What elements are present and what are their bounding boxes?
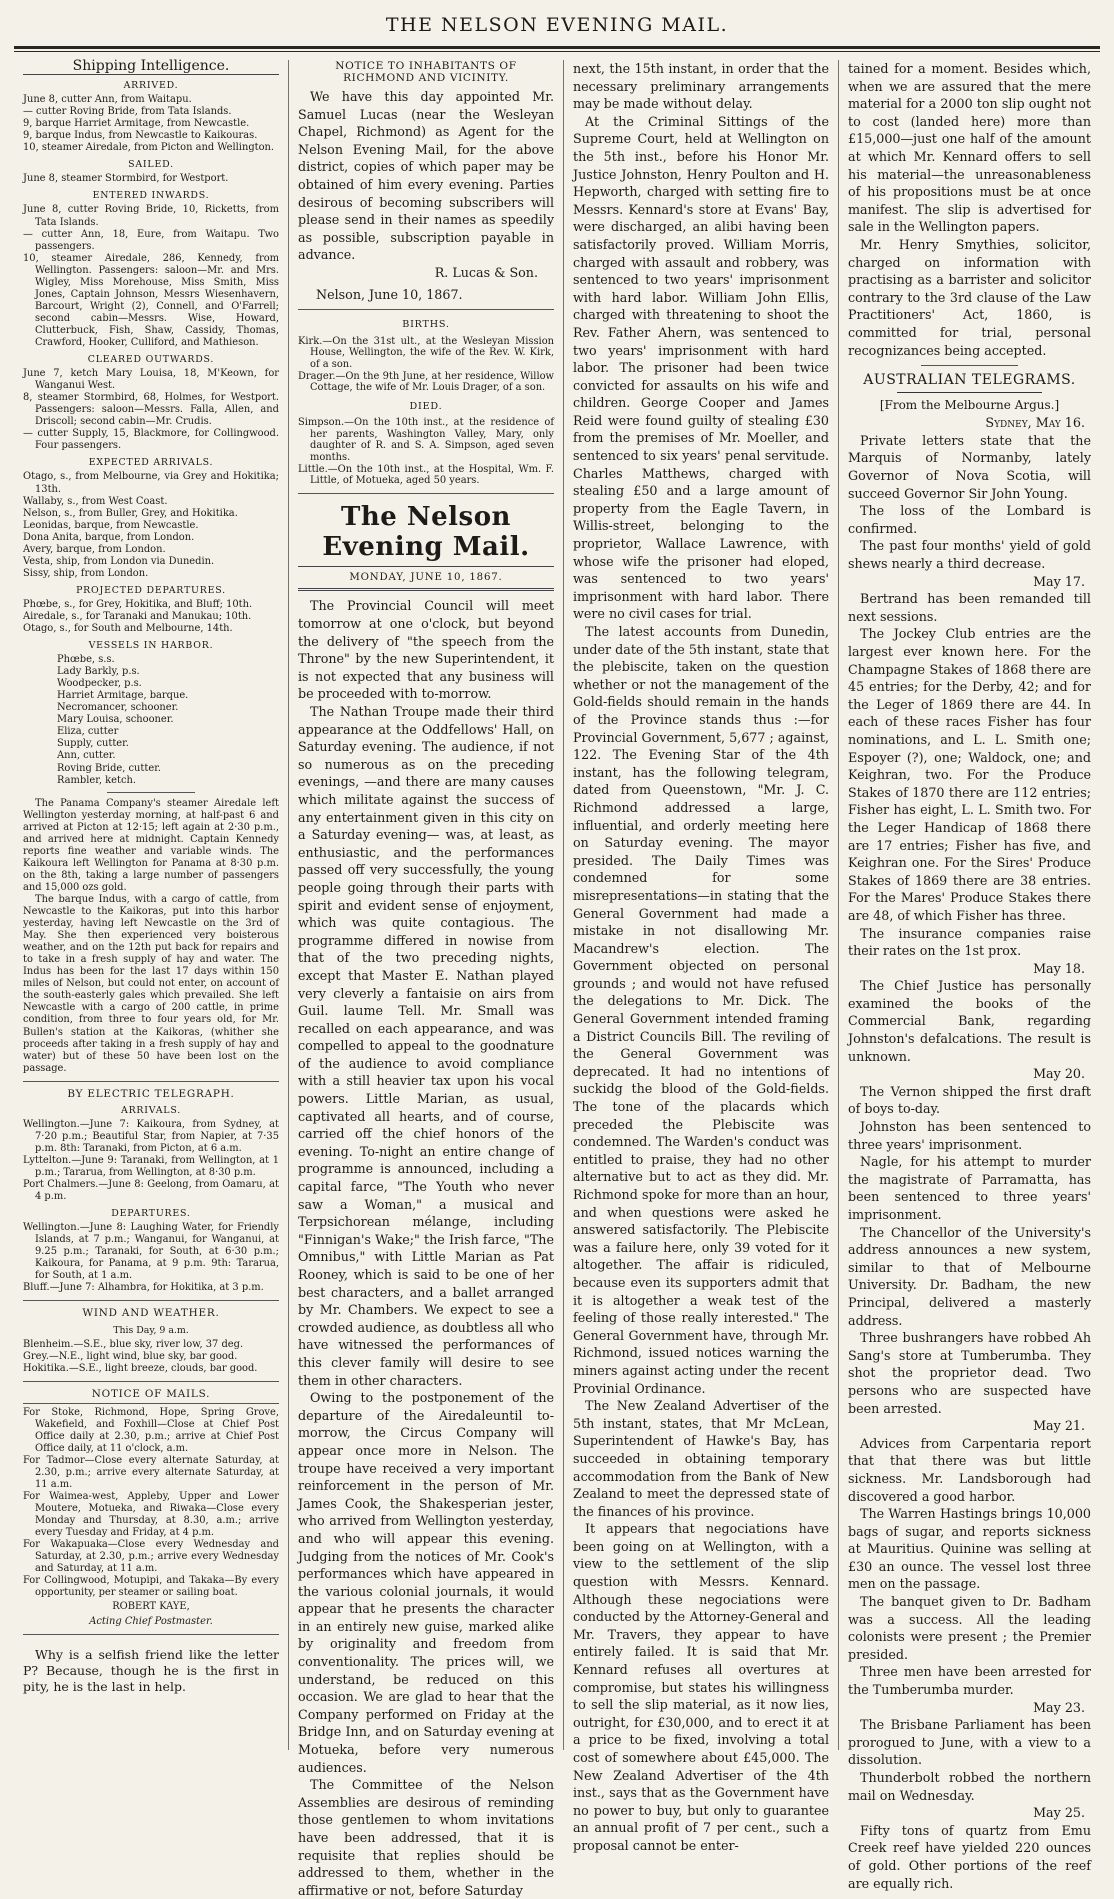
sailed-entry: June 8, steamer Stormbird, for Westport. (23, 173, 229, 185)
vessel-entry: Roving Bride, cutter. (57, 762, 161, 774)
divider (298, 493, 554, 494)
telegraph-arrival: Port Chalmers.—June 8: Geelong, from Oamaru, at 4 p.m. (23, 1179, 279, 1203)
article-paragraph: next, the 15th instant, in order that the necessary preliminary arrangements may be made without delay. (573, 61, 829, 112)
weather-entry: Blenheim.—S.E., blue sky, river low, 37 deg. (23, 1338, 244, 1350)
arrived-heading: ARRIVED. (123, 80, 179, 92)
expected-entry: Vesta, ship, from London via Dunedin. (23, 555, 215, 567)
arrival-entry: — cutter Roving Bride, from Tata Islands. (23, 106, 232, 118)
vessel-entry: Woodpecker, p.s. (57, 678, 142, 690)
article-paragraph: Owing to the postponement of the departure of the Airedaleuntil to-morrow, the Circus Company will appear once more in Nelson. The troupe have received a very important reinforcement in the person of Mr. James Cook, the Shakesperian jester, who arrived from Wellington yesterday, and who will appear this evening. Judging from the notices of Mr. Cook's performances which have appeared in the various colonial journals, it would appear that he presents the character in an entirely new guise, marked alike by originality and freedom from conventionality. The prices will, we understand, be reduced on this occasion. We are glad to hear that the Company performed on Friday at the Bridge Inn, and on Saturday evening at Motueka, before very numerous audiences. (298, 1390, 554, 1775)
arrival-entry: 9, barque Indus, from Newcastle to Kaikouras. (23, 130, 258, 142)
tel-arrivals-list (23, 1119, 279, 1203)
mail-entry: For Stoke, Richmond, Hope, Spring Grove, Wakefield, and Foxhill—Close at Chief Post Office daily at 2.30, p.m.; arrive at Chief Post Office daily, at 11 o'clock, a.m. (23, 1406, 279, 1454)
tel-arrivals-heading: ARRIVALS. (121, 1104, 181, 1116)
arrival-entry: 10, steamer Airedale, from Picton and Wellington. (23, 142, 275, 154)
telegram-item: Bertrand has been remanded till next sessions. (848, 591, 1091, 624)
telegraph-heading: BY ELECTRIC TELEGRAPH. (67, 1087, 235, 1100)
weather-entry: Grey.—N.E., light wind, blue sky, bar good. (23, 1350, 238, 1362)
telegram-dateline: Sydney, May 16. (985, 415, 1085, 431)
column-news (564, 60, 839, 1853)
entered-heading: ENTERED INWARDS. (92, 190, 210, 202)
column-notices-editorial (289, 60, 564, 1898)
birth-notice: Kirk.—On the 31st ult., at the Wesleyan Mission House, Wellington, the wife of the Rev. W. Kirk, of a son. (298, 335, 554, 370)
projected-entry: Airedale, s., for Taranaki and Manukau; 10th. (23, 610, 252, 622)
telegraph-arrival: Lyttelton.—June 9: Taranaki, from Wellington, at 1 p.m.; Tararua, from Wellington, at 8·30 p.m. (23, 1154, 279, 1178)
vessels-heading: VESSELS IN HARBOR. (88, 640, 214, 652)
article-paragraph: It appears that negociations have been going on at Wellington, with a view to the settlement of the slip question with Messrs. Kennard. Although these negociations were conducted by the Attorney-General and Mr. Travers, they appear to have entirely failed. It is said that Mr. Kennard refuses all overtures at compromise, but states his willingness to sell the slip material, as it now lies, outright, for £30,000, and to erect it at a price to be fixed, involving a total cost of somewhere about £45,000. The New Zealand Advertiser of the 4th inst., says that as the Government have no power to buy, but only to guarantee an annual profit of 7 per cent., such a proposal cannot be enter- (573, 1521, 829, 1853)
telegram-item: The Chief Justice has personally examined the books of the Commercial Bank, regarding Johnston's defalcations. The result is unknown. (848, 978, 1091, 1064)
columns (14, 58, 1100, 1898)
postmaster-name: ROBERT KAYE, (112, 1601, 190, 1613)
vessel-entry: Phœbe, s.s. (57, 654, 115, 666)
died-list (298, 417, 554, 487)
arrived-list (23, 94, 279, 154)
tel-departures-list (23, 1222, 279, 1294)
article-paragraph: The Nathan Troupe made their third appearance at the Oddfellows' Hall, on Saturday evening. The audience, if not so numerous as on the preceding evenings, —and there are many causes which militate against the success of any entertainment given in this city on a Saturday evening— was, at least, as enthusiastic, and the performances passed off very successfully, the young people going through their parts with spirit and evident sense of enjoyment, which was quite contagious. The programme differed in nowise from that of the two preceding nights, except that Master E. Nathan played very cleverly a fantaisie on airs from Guil. laume Tell. Mr. Small was recalled on each appearance, and was compelled to appeal to the goodnature of the audience to avoid compliance with a still heavier tax upon his vocal powers. Little Marian, as usual, captivated all hearts, and of course, carried off the chief honors of the evening. To-night an entire change of programme is announced, including a capital farce, "The Youth who never saw a Woman," a musical and Terpsichorean mélange, including "Finnigan's Wake;" the Irish farce, "The Omnibus," with Little Marian as Pat Rooney, which is said to be one of her best characters, and a ballet arranged by Mr. Chambers. We expect to see a crowded audience, as doubtless all who have witnessed the performances of this clever family will desire to see them in other characters. (298, 704, 554, 1388)
news-paragraphs (573, 60, 829, 1855)
mail-entry: For Collingwood, Motupipi, and Takaka—By every opportunity, per steamer or sailing boat. (23, 1575, 279, 1599)
news-paragraphs (848, 60, 1091, 359)
telegram-item: The Vernon shipped the first draft of boys to-day. (848, 1083, 1091, 1117)
divider (921, 365, 1018, 366)
divider (23, 1634, 279, 1635)
death-notice: Little.—On the 10th inst., at the Hospital, Wm. F. Little, of Motueka, aged 50 years. (298, 463, 554, 487)
telegram-date: May 23. (1033, 1699, 1085, 1715)
article-paragraph: tained for a moment. Besides which, when we are assured that the mere material for a 2000 ton slip ought not to cost (landed here) more than £15,000—just one half of the amount at which Mr. Kennard offers to sell his material—the unreasonableness of his propositions must be at once manifest. The slip is advertised for sale in the Wellington papers. (848, 61, 1091, 235)
vessel-entry: Ann, cutter. (57, 750, 116, 762)
birth-notice: Drager.—On the 9th June, at her residence, Willow Cottage, the wife of Mr. Louis Drager, of a son. (298, 370, 554, 394)
editorial-paragraphs (298, 597, 554, 1899)
telegram-items (848, 432, 1091, 1892)
mail-entry: For Wakapuaka—Close every Wednesday and Saturday, at 2.30, p.m.; arrive every Wednesday and Saturday, at 11 a.m. (23, 1539, 279, 1575)
divider (23, 1381, 279, 1382)
telegram-item: The Brisbane Parliament has been prorogued to June, with a view to a dissolution. (848, 1717, 1091, 1768)
telegram-date: May 20. (1033, 1066, 1085, 1082)
telegram-date: May 18. (1033, 960, 1085, 976)
telegram-date: May 21. (1033, 1418, 1085, 1434)
divider (23, 1403, 279, 1404)
expected-heading: EXPECTED ARRIVALS. (88, 457, 214, 469)
arrival-entry: June 8, cutter Ann, from Waitapu. (23, 94, 192, 106)
nameplate: The Nelson Evening Mail. (322, 501, 530, 562)
telegram-item: The Chancellor of the University's address announces a new system, similar to that of Melbourne University. Dr. Badham, the new Principal, delivered a masterly address. (848, 1224, 1091, 1328)
death-notice: Simpson.—On the 10th inst., at the residence of her parents, Washington Valley, Mary, only daughter of R. and S. A. Simpson, aged seven months. (298, 417, 554, 464)
weather-time: This Day, 9 a.m. (113, 1324, 189, 1336)
entered-entry: 10, steamer Airedale, 286, Kennedy, from Wellington. Passengers: saloon—Mr. and Mrs. Wigley, Miss Morehouse, Miss Smith, Miss Jones, Captain Johnson, Messrs Wiesenhavern, Barcourt, Wright (2), Connell, and O'Farrell; second cabin—Messrs. Wise, Howard, Clutterbuck, Fish, Shaw, Cassidy, Thomas, Crawford, Hooker, Culliford, and Mathieson. (23, 252, 279, 348)
expected-entry: Dona Anita, barque, from London. (23, 531, 195, 543)
mails-list (23, 1407, 279, 1600)
vessel-entry: Necromancer, schooner. (57, 702, 179, 714)
expected-entry: Otago, s., from Melbourne, via Grey and Hokitika; 13th. (23, 471, 279, 495)
column-shipping (14, 60, 289, 1750)
divider (107, 792, 194, 793)
telegram-item: Three bushrangers have robbed Ah Sang's store at Tumberumba. They shot the proprietor dead. Two persons who are suspected have been arrested. (848, 1330, 1091, 1416)
telegram-item: The Jockey Club entries are the largest ever known here. For the Champagne Stakes of 1868 there are 45 entries; for the Derby, 42; and for the Leger of 1869 there are 44. In each of these races Fisher has four nominations, and L. L. Smith one; Espoyer (?), one; Waldock, one; and Keighran, two. For the Produce Stakes of 1870 there are 112 entries; Fisher has eight, L. L. Smith two. For the Leger Handicap of 1868 there are 17 entries; Fisher has five, and Keighran one. For the Sires' Produce Stakes of 1869 there are 38 entries. For the Mares' Produce Stakes there are 48, of which Fisher has three. (848, 626, 1091, 923)
telegraph-arrival: Wellington.—June 7: Kaikoura, from Sydney, at 7·20 p.m.; Beautiful Star, from Napier, at 7·35 p.m. 8th: Taranaki, from Picton, at 6 a.m. (23, 1118, 279, 1154)
mail-entry: For Waimea-west, Appleby, Upper and Lower Moutere, Motueka, and Riwaka—Close every Monday and Thursday, at 8.30, a.m.; arrive every Tuesday and Friday, at 4 p.m. (23, 1491, 279, 1539)
notice-title: NOTICE TO INHABITANTS OF RICHMOND AND VICINITY. (335, 60, 517, 84)
entered-entry: June 8, cutter Roving Bride, 10, Ricketts, from Tata Islands. (23, 204, 279, 228)
notice-signature: R. Lucas & Son. (434, 264, 538, 280)
telegrams-source: [From the Melbourne Argus.] (879, 397, 1060, 412)
masthead-rule (14, 46, 1100, 52)
cleared-entry: — cutter Supply, 15, Blackmore, for Collingwood. Four passengers. (23, 428, 279, 452)
vessel-entry: Mary Louisa, schooner. (57, 714, 174, 726)
expected-list (23, 471, 279, 579)
telegram-item: Fifty tons of quartz from Emu Creek reef have yielded 220 ounces of gold. Other portions of the reef are equally rich. (848, 1822, 1091, 1891)
telegram-item: Thunderbolt robbed the northern mail on Wednesday. (848, 1770, 1091, 1803)
article-paragraph: The latest accounts from Dunedin, under date of the 5th instant, state that the plebiscite, taken on the question whether or not the management of the Gold-fields should remain in the hands of the Province stands thus :—for Provincial Government, 5,677 ; against, 122. The Evening Star of the 4th instant, has the following telegram, dated from Queenstown, "Mr. J. C. Richmond addressed a large, influential, and orderly meeting here on Saturday evening. The mayor presided. The Daily Times was condemned for some misrepresentations—in stating that the General Government had made a mistake in not disallowing Mr. Macandrew's election. The Government objected on personal grounds ; and would not have refused the delegations to Mr. Dick. The General Government intended framing a District Councils Bill. The reviling of the General Government was deprecated. It had no intentions of suckidg the blood of the Gold-fields. The tone of the placards which preceded the Plebiscite was condemned. The Warden's conduct was entitled to praise, they had no other alternative but to act as they did. Mr. Richmond spoke for more than an hour, and when questions were asked he answered satisfactorily. The Plebiscite was a failure here, only 39 voted for it altogether. The affair is ridiculed, because even its supporters admit that it is altogether a weak test of the feeling of those really interested." The General Government have, through Mr. Richmond, issued notices warning the miners against acting under the recent Provinial Ordinance. (573, 624, 829, 1396)
issue-date: MONDAY, JUNE 10, 1867. (298, 566, 554, 592)
projected-list (23, 599, 279, 635)
telegram-item: The loss of the Lombard is confirmed. (848, 503, 1091, 536)
riddle: Why is a selfish friend like the letter P? Because, though he is the first in pity, he is the last in help. (23, 1646, 279, 1694)
vessel-entry: Supply, cutter. (57, 738, 129, 750)
tel-departures-heading: DEPARTURES. (111, 1208, 191, 1220)
projected-heading: PROJECTED DEPARTURES. (76, 584, 226, 596)
expected-entry: Nelson, s., from Buller, Grey, and Hokitika. (23, 507, 238, 519)
telegram-item: The past four months' yield of gold shews nearly a third decrease. (848, 538, 1091, 572)
notice-body: We have this day appointed Mr. Samuel Lucas (near the Wesleyan Chapel, Richmond) as Agent for the Nelson Evening Mail, for the above district, copies of which paper may be obtained of him every evening. Parties desirous of becoming subscribers will please send in their names as speedily as possible, subscription payable in advance. (298, 89, 554, 263)
projected-entry: Otago, s., for South and Melbourne, 14th. (23, 623, 233, 635)
telegram-item: Three men have been arrested for the Tumberumba murder. (848, 1664, 1091, 1698)
telegram-item: Advices from Carpentaria report that that there was but little sickness. Mr. Landsborough had discovered a good harbor. (848, 1435, 1091, 1504)
telegram-item: The Warren Hastings brings 10,000 bags of sugar, and reports sickness at Mauritius. Quinine was selling at £30 an ounce. The vessel lost three men on the passage. (848, 1506, 1091, 1592)
article-paragraph: The New Zealand Advertiser of the 5th instant, states, that Mr McLean, Superintendent of Hawke's Bay, has succeeded in obtaining temporary accommodation from the Bank of New Zealand to meet the depressed state of the finances of his province. (573, 1398, 829, 1519)
telegram-item: Private letters state that the Marquis of Normanby, lately Governor of Nova Scotia, will succeed Governor Sir John Young. (848, 432, 1091, 501)
weather-entry: Hokitika.—S.E., light breeze, clouds, bar good. (23, 1362, 258, 1374)
mails-heading: NOTICE OF MAILS. (91, 1387, 211, 1400)
entered-entry: — cutter Ann, 18, Eure, from Waitapu. Two passengers. (23, 228, 279, 252)
vessel-entry: Harriet Armitage, barque. (57, 690, 189, 702)
expected-entry: Avery, barque, from London. (23, 543, 166, 555)
divider (23, 1300, 279, 1301)
telegram-item: Johnston has been sentenced to three years' imprisonment. (848, 1119, 1091, 1152)
vessel-entry: Rambler, ketch. (57, 774, 136, 786)
births-list (298, 336, 554, 394)
cleared-list (23, 368, 279, 452)
entered-list (23, 204, 279, 349)
died-heading: DIED. (409, 400, 443, 412)
telegram-date: May 17. (1033, 573, 1085, 589)
telegram-item: The banquet given to Dr. Badham was a success. All the leading colonists were present ; the Premier presided. (848, 1594, 1091, 1662)
vessel-entry: Lady Barkly, p.s. (57, 666, 140, 678)
article-paragraph: The Committee of the Nelson Assemblies are desirous of reminding those gentlemen to whom invitations have been addressed, that it is requisite that replies should be addressed to them, whether in the affirmative or not, before Saturday (298, 1777, 554, 1898)
shipping-para-1: The Panama Company's steamer Airedale left Wellington yesterday morning, at half-past 6 and arrived at Picton at 12·15; left again at 2·30 p.m., and arrived here at midnight. Captain Kennedy reports fine weather and variable winds. The Kaikoura left Wellington for Panama at 8·30 p.m. on the 8th, taking a large number of passengers and 15,000 ozs gold. (23, 797, 279, 893)
cleared-entry: June 7, ketch Mary Louisa, 18, M'Keown, for Wanganui West. (23, 368, 279, 392)
column-telegrams (839, 60, 1100, 1891)
article-paragraph: At the Criminal Sittings of the Supreme Court, held at Wellington on the 5th inst., before his Honor Mr. Justice Johnston, Henry Poulton and H. Hepworth, charged with setting fire to Messrs. Kennard's store at Evans' Bay, were discharged, an alibi having been satisfactorily proved. William Morris, charged with assault and robbery, was sentenced to two years' imprisonment with hard labor. William John Ellis, charged with threatening to shoot the Rev. Father Ahern, was sentenced to two years' imprisonment with hard labor. The prisoner had been twice convicted for assaults on his wife and children. George Cooper and James Reid were found guilty of stealing £30 from the premises of Mr. Moeller, and sentenced to six years' penal servitude. Charles Matthews, charged with stealing £50 and a large amount of property from the Eagle Tavern, in Willis-street, belonging to the proprietor, Wallace Lawrence, with whose wife the prisoner had eloped, was sentenced to two years' imprisonment with hard labor. There were no civil cases for trial. (573, 113, 829, 622)
expected-entry: Sissy, ship, from London. (23, 567, 149, 579)
mail-entry: For Tadmor—Close every alternate Saturday, at 2.30, p.m.; arrive every alternate Saturday, at 11 a.m. (23, 1454, 279, 1491)
masthead-title: THE NELSON EVENING MAIL. (385, 14, 729, 36)
divider (897, 392, 1043, 393)
article-paragraph: Mr. Henry Smythies, solicitor, charged on information with practising as a barrister and solicitor contrary to the 3rd clause of the Law Practitioners' Act, 1860, is committed for trial, personal recognizances being accepted. (848, 236, 1091, 358)
projected-entry: Phœbe, s., for Grey, Hokitika, and Bluff; 10th. (23, 598, 253, 610)
telegram-date: May 25. (1033, 1805, 1085, 1821)
telegram-item: The insurance companies raise their rates on the 1st prox. (848, 925, 1091, 959)
expected-entry: Wallaby, s., from West Coast. (23, 495, 168, 507)
arrival-entry: 9, barque Harriet Armitage, from Newcastle. (23, 118, 250, 130)
notice-date: Nelson, June 10, 1867. (316, 286, 463, 302)
vessel-entry: Eliza, cutter (57, 726, 119, 738)
telegraph-departure: Bluff.—June 7: Alhambra, for Hokitika, at 3 p.m. (23, 1282, 264, 1294)
telegrams-heading: AUSTRALIAN TELEGRAMS. (863, 372, 1076, 389)
births-heading: BIRTHS. (402, 319, 450, 331)
cleared-entry: 8, steamer Stormbird, 68, Holmes, for Westport. Passengers: saloon—Messrs. Falla, Allen, and Driscoll; second cabin—Mr. Crudis. (23, 392, 279, 428)
vessels-list (23, 654, 279, 787)
shipping-para-2: The barque Indus, with a cargo of cattle, from Newcastle to the Kaikoras, put into this harbor yesterday, having left Newcastle on the 3rd of May. She then experienced very boisterous weather, and on the 12th put back for repairs and to take in a fresh supply of hay and water. The Indus has been for the last 17 days within 150 miles of Nelson, but could not enter, on account of the south-easterly gales which prevailed. She left Newcastle with a cargo of 200 cattle, in prime condition, from three to four years old, for Mr. Bullen's station at the Kaikoras, (whither she proceeds after taking in a fresh supply of hay and water) but of these 50 have been lost on the passage. (23, 894, 279, 1074)
divider (298, 309, 554, 310)
telegram-item: Nagle, for his attempt to murder the magistrate of Parramatta, has been sentenced to three years' imprisonment. (848, 1154, 1091, 1222)
article-paragraph: The Provincial Council will meet tomorrow at one o'clock, but beyond the delivery of "the speech from the Throne" by the new Superintendent, it is not expected that any business will be proceeded with to-morrow. (298, 598, 554, 702)
weather-heading: WIND AND WEATHER. (82, 1307, 220, 1320)
postmaster-title: Acting Chief Postmaster. (89, 1615, 213, 1627)
sailed-heading: SAILED. (128, 159, 174, 171)
weather-list (23, 1339, 279, 1375)
cleared-heading: CLEARED OUTWARDS. (87, 354, 215, 366)
expected-entry: Leonidas, barque, from Newcastle. (23, 519, 199, 531)
divider (23, 1081, 279, 1082)
telegraph-departure: Wellington.—June 8: Laughing Water, for Friendly Islands, at 7 p.m.; Wanganui, for Wanganui, at 9.25 p.m.; Taranaki, for South, at 6·30 p.m.; Kaikoura, for Panama, at 9 p.m. 9th: Tararua, for South, at 1 a.m. (23, 1222, 279, 1282)
shipping-title: Shipping Intelligence. (23, 60, 279, 75)
